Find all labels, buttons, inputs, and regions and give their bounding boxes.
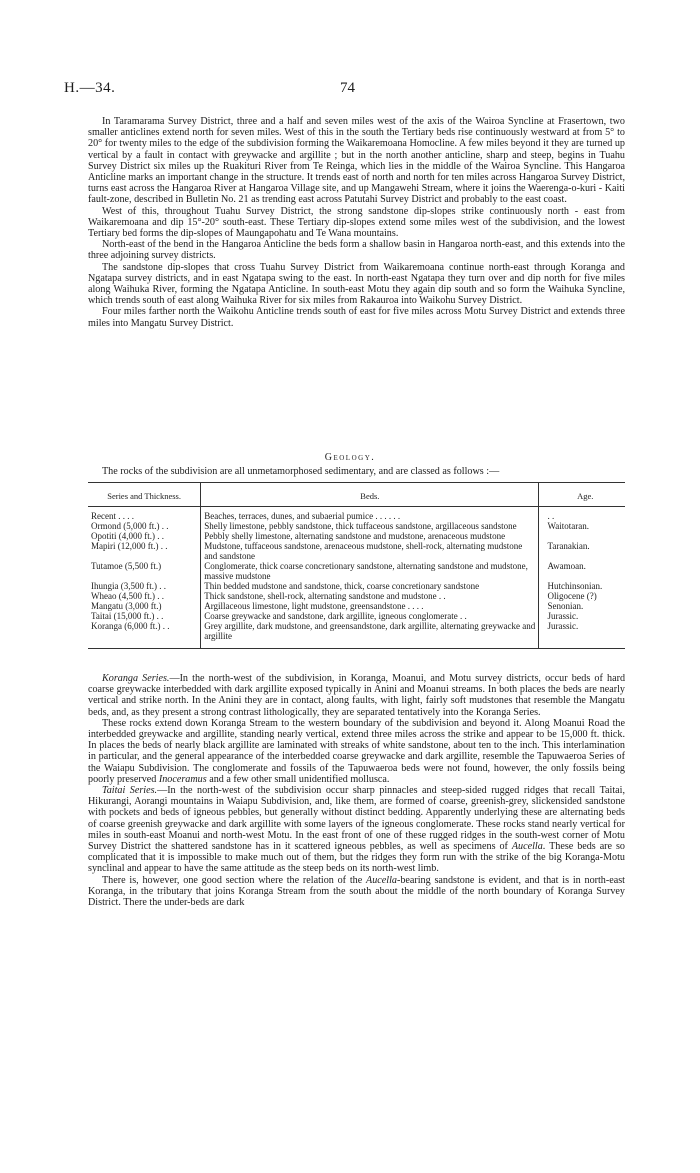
table-row bbox=[88, 531, 625, 541]
paragraph-text: —In the north-west of the subdivision occur sharp pinnacles and steep-sided rugged ridges that recall Taitai, Hikurangi, Aorangi mountains in Waiapu Subdivision, and, like them, are formed of coarse, greenish-grey, slickensided sandstone with pockets and beds of igneous pebbles, but generally without distinct bedding. Apparently underlying these are alternating beds of coarse greenish greywacke and dark argillite with some layers of the igneous conglomerate. These rocks stand nearly vertical for miles in south-east Moanui and north-west Motu. In the east front of one of these rugged ridges in the south-west corner of Motu Survey District the shattered sandstone has in it scattered igneous pebbles, as well as specimens of bbox=[88, 785, 626, 853]
age-cell bbox=[539, 531, 625, 541]
table-row bbox=[88, 561, 625, 581]
beds-cell: Mudstone, tuffaceous sandstone, arenaceous mudstone, shell-rock, alternating mudstone and sandstone bbox=[201, 541, 539, 561]
beds-cell: Beaches, terraces, dunes, and subaerial pumice . . . . . . bbox=[201, 507, 539, 522]
beds-cell: Pebbly shelly limestone, alternating sandstone and mudstone, arenaceous mudstone bbox=[201, 531, 539, 541]
paragraph-text: -bearing sandstone is evident, and that is in north-east Koranga, in the tributary that joins Koranga Stream from the south about the middle of the north boundary of Koranga Survey District. There the under-beds are dark bbox=[88, 874, 625, 909]
genus-name: Inoceramus bbox=[158, 773, 207, 785]
paragraph-text: These rocks extend down Koranga Stream to the western boundary of the subdivision and beyond it. Along Moanui Road the interbedded greywacke and argillite, standing nearly vertical, extend three miles across the strike and appear to be 15,000 ft. thick. In places the beds of nearly black argillite are laminated with streaks of white sandstone, about ten to the inch. This interlamination in particular, and the general appearance of the interbedded coarse greywacke and dark argillite, resemble the Tapuwaeroa Series of the Waiapu Subdivision. The conglomerate and fossils of the Tapuwaeroa beds were not found, however, the only fossils being poorly preserved bbox=[88, 717, 625, 785]
paragraph-text: . These beds are so complicated that it is impossible to make much out of them, but the ridges they form run with the strike of the big Koranga-Motu synclinal and appear to have the same attitude as the steep beds on its north-west limb. bbox=[88, 841, 625, 875]
rocks-classification-table bbox=[88, 482, 625, 649]
paragraph bbox=[88, 875, 625, 909]
beds-cell: Conglomerate, thick coarse concretionary sandstone, alternating sandstone and mudstone, massive mudstone bbox=[201, 561, 539, 581]
geology-intro: The rocks of the subdivision are all unmetamorphosed sedimentary, and are classed as follows :— bbox=[102, 466, 500, 477]
age-cell: Waitotaran. bbox=[547, 521, 589, 531]
column-header-beds: Beds. bbox=[201, 483, 539, 507]
table-row bbox=[88, 591, 625, 601]
paragraph: North-east of the bend in the Hangaroa Anticline the beds form a shallow basin in Hangaroa north-east, and this extends into the three adjoining survey districts. bbox=[88, 239, 625, 262]
age-cell: Jurassic. bbox=[539, 621, 625, 649]
paragraph-text: —In the north-west of the subdivision, in Koranga, Moanui, and Motu survey districts, occur beds of hard coarse greywacke interbedded with dark argillite exposed typically in Anini and Moanui streams. In both places the beds are nearly vertical and strike north. In the Anini they are in contact, along faults, with light, fairly soft mudstones that resemble the Mangatu beds, and, as they present a strong contrast lithologically, they are separated tentatively into the Koranga Series. bbox=[88, 673, 626, 718]
series-title: Koranga Series. bbox=[102, 673, 170, 684]
series-cell: Mapiri (12,000 ft.) . . bbox=[88, 541, 201, 561]
age-cell: Oligocene (?) bbox=[547, 591, 597, 601]
beds-cell: Thick sandstone, shell-rock, alternating sandstone and mudstone . . bbox=[201, 591, 539, 601]
paragraph-taitai bbox=[88, 785, 625, 875]
paragraph: Four miles farther north the Waikohu Anticline trends south of east for five miles across Motu Survey District and extends three miles into Mangatu Survey District. bbox=[88, 306, 625, 329]
column-header-age: Age. bbox=[539, 483, 625, 507]
paragraph-text: and a few other small unidentified mollusca. bbox=[206, 773, 390, 785]
structure-text bbox=[88, 116, 625, 329]
age-cell: Awamoan. bbox=[547, 561, 586, 571]
table-row bbox=[88, 601, 625, 611]
series-cell: Tutamoe (5,500 ft.) bbox=[88, 561, 201, 581]
series-cell: Taitai (15,000 ft.) . . bbox=[88, 611, 201, 621]
series-cell: Wheao (4,500 ft.) . . bbox=[88, 591, 201, 601]
table-row bbox=[88, 507, 625, 522]
table-row bbox=[88, 611, 625, 621]
genus-name: Aucella bbox=[366, 874, 397, 886]
section-heading-geology: Geology. bbox=[324, 452, 376, 463]
age-cell: . . bbox=[547, 511, 555, 521]
age-cell: Senonian. bbox=[547, 601, 584, 611]
age-cell: Jurassic. bbox=[547, 611, 579, 621]
document-reference: H.—34. bbox=[64, 80, 116, 96]
paragraph bbox=[88, 718, 625, 785]
column-header-series: Series and Thickness. bbox=[88, 483, 201, 507]
paragraph-text: There is, however, one good section where the relation of the bbox=[102, 874, 367, 886]
table-row bbox=[88, 581, 625, 591]
age-cell: Hutchinsonian. bbox=[547, 581, 603, 591]
paragraph: In Taramarama Survey District, three and a half and seven miles west of the axis of the Wairoa Syncline at Frasertown, two smaller anticlines extend north for seven miles. West of this in the south the Tertiary beds rise continuously westward at from 5° to 20° for twenty miles to the edge of the subdivision forming the Waikaremoana Homocline. A few miles beyond it they are turned up vertical by a fault in contact with greywacke and argillite ; but in the north another anticline, sharp and steep, begins in Tuahu Survey District six miles up the Ruakituri River from Te Reinga, which lies in the middle of the Wairoa Syncline. This Hangaroa Anticline marks an important change in the structure. It trends east of north and north for ten miles across Hangaroa Survey District, turns east across the Hangaroa River at Hangaroa Village site, and up Mangawehi Stream, where it joins the Waerenga-o-kuri - Kaiti fault-zone, described in Bulletin No. 21 as trending east across Patutahi Survey District and probably to the east coast. bbox=[88, 116, 625, 206]
paragraph: West of this, throughout Tuahu Survey District, the strong sandstone dip-slopes strike continuously north - east from Waikaremoana and dip 15°-20° south-east. These Tertiary dip-slopes extend some miles west of the subdivision, and the lowest Tertiary bed forms the dip-slopes of Maungapohatu and Te Wana mountains. bbox=[88, 205, 625, 240]
series-cell: Ihungia (3,500 ft.) . . bbox=[88, 581, 201, 591]
series-cell: Opotiti (4,000 ft.) . . bbox=[88, 531, 201, 541]
beds-cell: Grey argillite, dark mudstone, and greensandstone, dark argillite, alternating greywacke and argillite bbox=[201, 621, 539, 649]
page-number: 74 bbox=[340, 80, 355, 96]
age-cell: Taranakian. bbox=[547, 541, 590, 551]
series-title: Taitai Series. bbox=[102, 785, 158, 797]
paragraph: The sandstone dip-slopes that cross Tuahu Survey District from Waikaremoana continue north-east through Koranga and Ngatapa survey districts, and in east Ngatapa swing to the east. In north-east Ngatapa they turn over and dip north for five miles along Waihuka River, forming the Ngatapa Anticline. In south-east Motu they again dip south and so form the Waihuka Syncline, which trends south of east along Waihuka River for six miles from Rakauroa into Waikohu Survey District. bbox=[88, 261, 625, 307]
beds-cell: Shelly limestone, pebbly sandstone, thick tuffaceous sandstone, argillaceous sandstone bbox=[201, 521, 539, 531]
series-cell: Ormond (5,000 ft.) . . bbox=[88, 521, 201, 531]
beds-cell: Thin bedded mudstone and sandstone, thick, coarse concretionary sandstone bbox=[201, 581, 539, 591]
beds-cell: Coarse greywacke and sandstone, dark argillite, igneous conglomerate . . bbox=[201, 611, 539, 621]
table-row bbox=[88, 621, 625, 649]
series-cell: Koranga (6,000 ft.) . . bbox=[88, 621, 201, 649]
beds-cell: Argillaceous limestone, light mudstone, greensandstone . . . . bbox=[201, 601, 539, 611]
series-cell: Mangatu (3,000 ft.) bbox=[88, 601, 201, 611]
series-descriptions bbox=[88, 673, 625, 908]
table-row bbox=[88, 521, 625, 531]
paragraph-koranga bbox=[88, 673, 625, 718]
table-row bbox=[88, 541, 625, 561]
genus-name: Aucella bbox=[511, 841, 543, 853]
series-cell: Recent . . . . bbox=[88, 507, 201, 522]
